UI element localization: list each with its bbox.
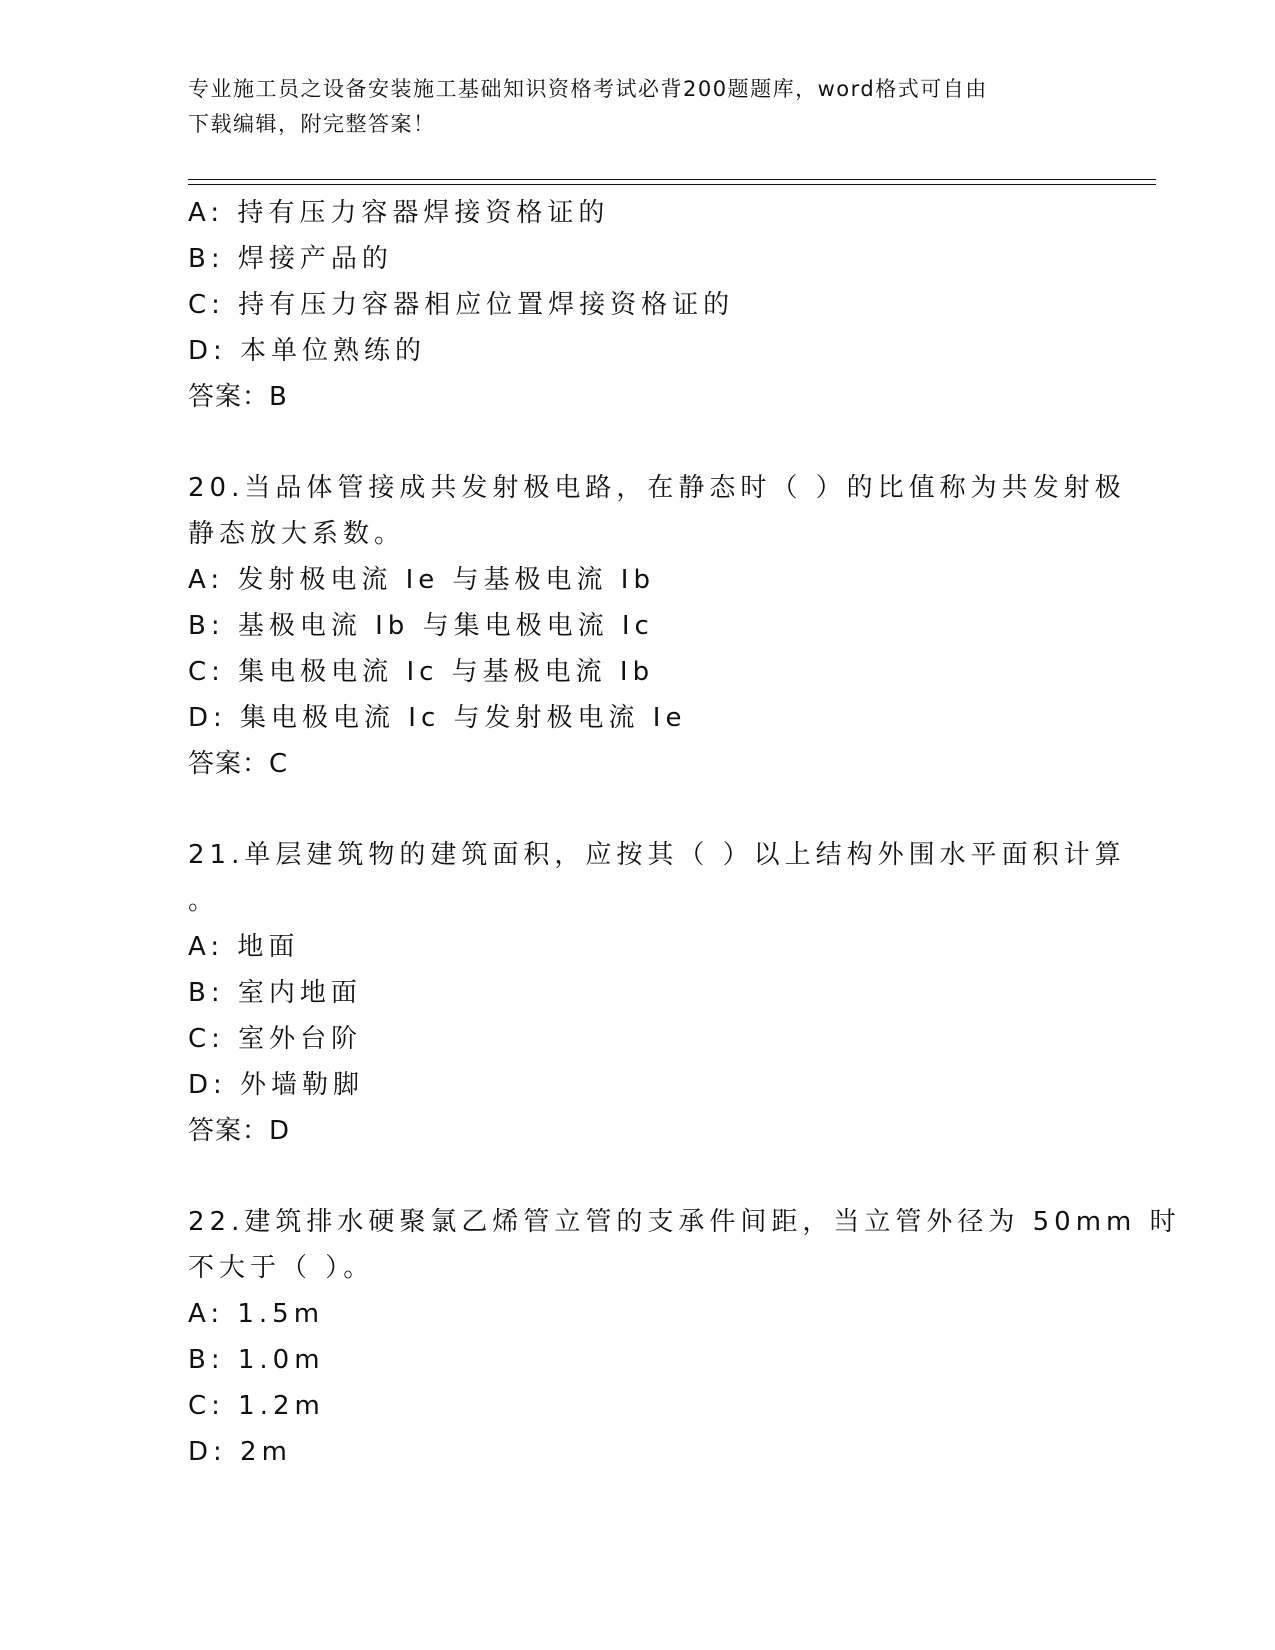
q20-question-line-1: 20.当品体管接成共发射极电路，在静态时（ ）的比值称为共发射极 — [188, 473, 1126, 503]
header-divider-top — [188, 179, 1156, 180]
q21-option-c: C: 室外台阶 — [188, 1024, 363, 1054]
header-line-2: 下载编辑，附完整答案！ — [188, 112, 436, 136]
q20-question-line-2: 静态放大系数。 — [188, 519, 406, 549]
q21-option-a: A: 地面 — [188, 932, 300, 962]
question-content — [188, 190, 1181, 1475]
spacer — [188, 787, 1088, 832]
q19-answer: 答案：B — [188, 382, 288, 412]
q19-option-b: B: 焊接产品的 — [188, 244, 393, 274]
q21-answer: 答案：D — [188, 1116, 291, 1146]
q22-option-d: D: 2m — [188, 1437, 292, 1467]
question-22-block — [188, 1199, 1181, 1475]
q22-option-a: A: 1.5m — [188, 1299, 325, 1329]
q22-question-line-1: 22.建筑排水硬聚氯乙烯管立管的支承件间距，当立管外径为 50mm 时 — [188, 1207, 1181, 1237]
q21-option-d: D: 外墙勒脚 — [188, 1070, 365, 1100]
q21-option-b: B: 室内地面 — [188, 978, 362, 1008]
question-21-block — [188, 832, 1126, 1154]
q19-option-d: D: 本单位熟练的 — [188, 336, 427, 366]
q20-option-b: B: 基极电流 Ib 与集电极电流 Ic — [188, 611, 654, 641]
q19-option-c: C: 持有压力容器相应位置焊接资格证的 — [188, 290, 735, 320]
q20-option-a: A: 发射极电流 Ie 与基极电流 Ib — [188, 565, 655, 595]
q20-option-d: D: 集电极电流 Ic 与发射极电流 Ie — [188, 703, 687, 733]
q22-question-line-2: 不大于（ ）。 — [188, 1253, 375, 1283]
q21-question-line-1: 21.单层建筑物的建筑面积，应按其（ ）以上结构外围水平面积计算 — [188, 840, 1126, 870]
document-header — [188, 72, 1088, 142]
q21-question-line-2: 。 — [188, 886, 220, 916]
header-divider-bottom — [188, 184, 1156, 185]
spacer — [188, 420, 1088, 465]
q20-answer: 答案：C — [188, 749, 289, 779]
question-19-block — [188, 190, 1088, 420]
question-20-block — [188, 465, 1126, 787]
q20-option-c: C: 集电极电流 Ic 与基极电流 Ib — [188, 657, 655, 687]
q19-option-a: A: 持有压力容器焊接资格证的 — [188, 198, 610, 228]
spacer — [188, 1154, 1088, 1199]
q22-option-b: B: 1.0m — [188, 1345, 325, 1375]
header-line-1: 专业施工员之设备安装施工基础知识资格考试必背200题题库，word格式可自由 — [188, 77, 988, 101]
q22-option-c: C: 1.2m — [188, 1391, 325, 1421]
